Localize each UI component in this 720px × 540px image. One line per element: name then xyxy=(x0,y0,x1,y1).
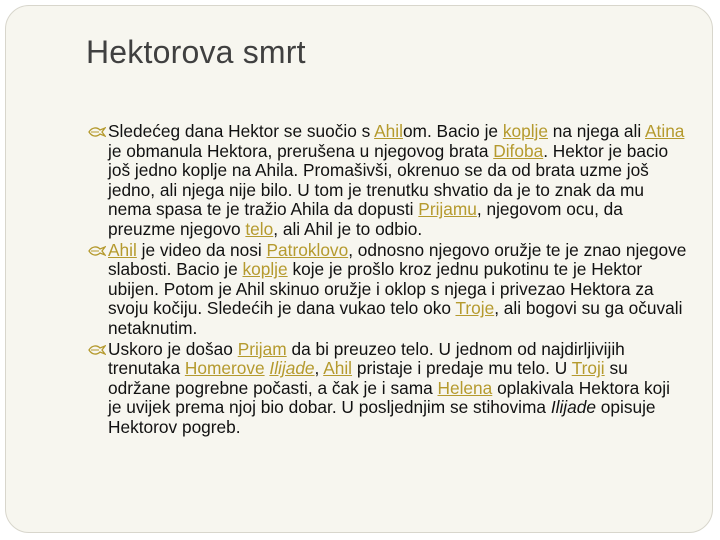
bullet-paragraph xyxy=(88,122,688,240)
wiki-link[interactable]: telo xyxy=(245,218,274,239)
wiki-link[interactable]: Helena xyxy=(437,377,493,398)
paragraph-text: , ali bogovi su ga očuvali netaknutim. xyxy=(108,298,683,338)
paragraph-text: je video da nosi xyxy=(136,239,267,260)
paragraph-text: su održane pogrebne počasti, a čak je i sama xyxy=(108,358,628,398)
dove-bullet-icon xyxy=(88,245,106,257)
paragraph-text: , odnosno njegovo oružje te je znao njegove slabosti. Bacio je xyxy=(108,239,687,280)
wiki-link[interactable]: koplje xyxy=(502,121,548,141)
wiki-link[interactable]: Difoba xyxy=(493,140,544,161)
paragraph-text: na njega ali xyxy=(547,121,646,141)
wiki-link[interactable]: Ahil xyxy=(323,358,353,379)
paragraph-text: Uskoro je došao xyxy=(108,338,238,359)
wiki-link[interactable]: Ahil xyxy=(374,121,403,141)
paragraph-text: Ilijade xyxy=(550,397,596,418)
paragraph-text: oplakivala Hektora koji je uvijek prema njoj bio dobar. U posljednjim se stihovima xyxy=(108,377,670,418)
paragraph-text: , ali Ahil je to odbio. xyxy=(273,218,423,239)
wiki-link[interactable]: Prijamu xyxy=(418,199,477,220)
slide xyxy=(5,5,713,533)
wiki-link[interactable]: Ahil xyxy=(108,239,137,260)
paragraph-text: je obmanula Hektora, prerušena u njegovog brata xyxy=(108,140,494,161)
wiki-link[interactable]: Ilijade xyxy=(269,358,315,379)
wiki-link[interactable]: Atina xyxy=(645,121,685,141)
wiki-link[interactable]: Troje xyxy=(455,298,495,319)
paragraph-text: Sledećeg dana Hektor se suočio s xyxy=(108,121,375,141)
bullet-paragraph xyxy=(88,340,688,438)
dove-bullet-icon xyxy=(88,126,106,138)
paragraph-text: , njegovom ocu, da preuzme njegovo xyxy=(108,199,623,239)
paragraph-text: pristaje i predaje mu telo. U xyxy=(352,358,572,379)
wiki-link[interactable]: Patroklovo xyxy=(266,239,349,260)
wiki-link[interactable]: Troji xyxy=(571,358,605,379)
paragraph-text: . Hektor je bacio još jedno koplje na Ahila. Promašivši, okrenuo se da od brata uzme još jedno, ali njega nije bilo. U tom je trenutku shvatio da je to znak da mu nema spasa te je tražio Ahila da dopusti xyxy=(108,140,669,220)
paragraph-text: koje je prošlo kroz jednu pukotinu te je Hektor ubijen. Potom je Ahil skinuo oružje i oklop s njega i privezao Hektora za svoju kočiju. Sledećih je dana vukao telo oko xyxy=(108,259,654,319)
paragraph-text: om. Bacio je xyxy=(402,121,503,141)
dove-bullet-icon xyxy=(88,344,106,356)
slide-title: Hektorova smrt xyxy=(86,34,306,70)
paragraph-text: opisuje Hektorov pogreb. xyxy=(108,397,656,437)
bullet-paragraph xyxy=(88,241,688,339)
paragraph-text: , xyxy=(314,358,324,379)
wiki-link[interactable]: Homerove xyxy=(184,358,265,379)
wiki-link[interactable]: Prijam xyxy=(237,338,287,359)
slide-content xyxy=(88,122,688,439)
paragraph-text: da bi preuzeo telo. U jednom od najdirljivijih trenutaka xyxy=(108,338,625,379)
wiki-link[interactable]: koplje xyxy=(242,259,288,280)
